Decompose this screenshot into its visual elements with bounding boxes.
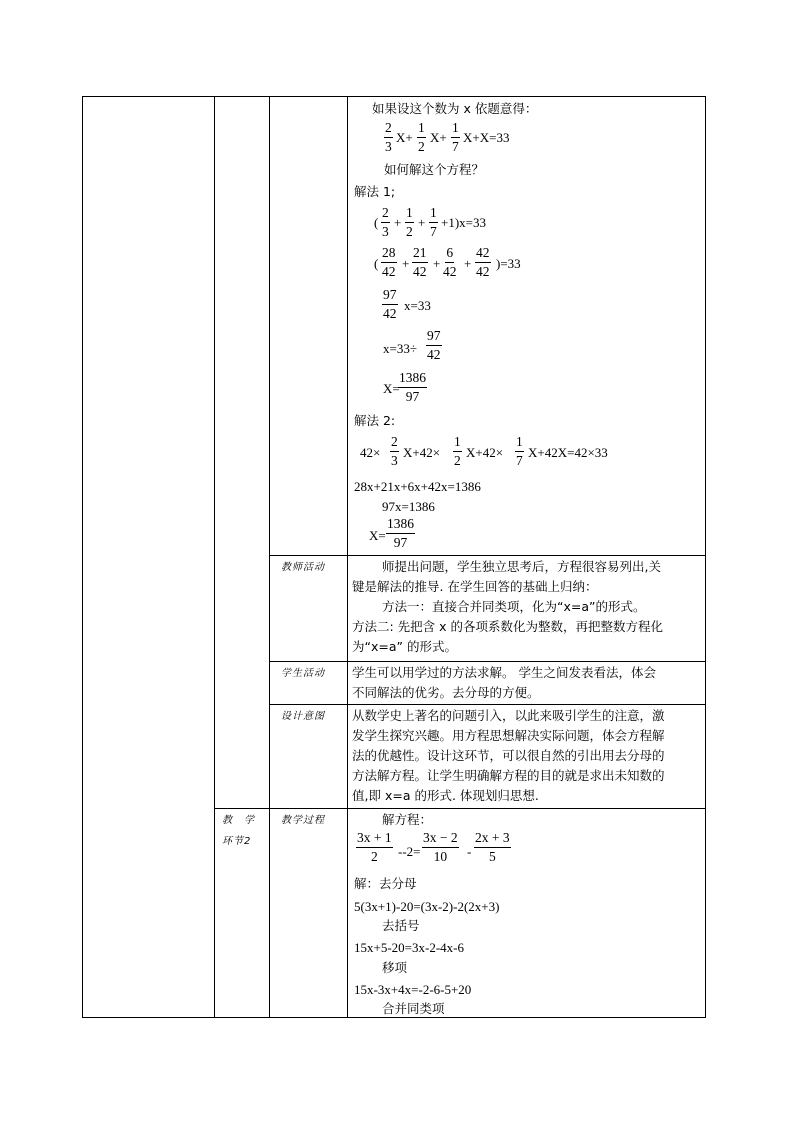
row-divider-1 — [269, 555, 706, 556]
table-top-border — [82, 96, 706, 97]
teacher-activity-text — [352, 557, 702, 657]
m2-l1-frac-2-3: $\frac{2}{3}$ — [391, 434, 398, 468]
m1-l1-frac-1-2: $\frac{1}{2}$ — [406, 205, 413, 239]
equation-plus-2: X+ — [430, 130, 447, 145]
m2-l1-mid1: X+42× — [403, 445, 441, 460]
m1-l2-frac-6-42: $\frac{6}{42}$ — [443, 245, 457, 279]
process-sep2: - — [467, 844, 472, 859]
method1-title: 解法 1; — [354, 184, 396, 199]
m1-l1-frac-1-7: $\frac{1}{7}$ — [430, 205, 437, 239]
table-bottom-border — [82, 1017, 706, 1018]
m2-l1-frac-1-7: $\frac{1}{7}$ — [516, 434, 523, 468]
label-segment2-line2: 环节2 — [222, 836, 252, 847]
m1-l4-head: x=33÷ — [383, 341, 417, 356]
label-teaching-process: 教学过程 — [281, 815, 325, 826]
process-frac-b: $\frac{3x - 2}{10}$ — [423, 830, 458, 864]
m1-l2-paren: ( — [374, 256, 379, 271]
m1-l2-plus1: + — [402, 256, 410, 271]
process-line-5: 15x-3x+4x=-2-6-5+20 — [354, 982, 472, 997]
teacher-line-2: 键是解法的推导. 在学生回答的基础上归纳： — [352, 579, 598, 594]
design-line-1: 从数学史上著名的问题引入，以此来吸引学生的注意，激 — [352, 708, 665, 723]
fraction-1-7: $\frac{1}{7}$ — [452, 120, 459, 154]
m1-l2-tail: )=33 — [496, 256, 521, 271]
fraction-2-3: $\frac{2}{3}$ — [385, 120, 392, 154]
m2-l4-head: X= — [369, 528, 386, 543]
fraction-1-2: $\frac{1}{2}$ — [418, 120, 425, 154]
m2-l1-head: 42× — [360, 445, 381, 460]
m1-l3-frac-97-42: $\frac{97}{42}$ — [383, 287, 397, 321]
label-design-intent: 设计意图 — [281, 711, 325, 722]
teacher-line-3: 方法一：直接合并同类项，化为“x=a”的形式。 — [382, 599, 646, 614]
equation-plus: X+ — [396, 130, 413, 145]
process-line-4: 移项 — [382, 960, 408, 975]
m2-l4-frac-1386-97: $\frac{1386}{97}$ — [387, 516, 414, 550]
m1-l1-tail: +1)x=33 — [441, 215, 486, 230]
label-student-activity: 学生活动 — [281, 668, 325, 679]
design-line-2: 发学生探究兴趣。用方程思想解决实际问题，体会方程解 — [352, 728, 665, 743]
label-segment2-line1: 教 学 — [222, 815, 255, 826]
process-line-3: 15x+5-20=3x-2-4x-6 — [354, 940, 464, 955]
m1-l1-frac-2-3: $\frac{2}{3}$ — [382, 205, 389, 239]
student-activity-text — [352, 663, 702, 703]
problem-question: 如何解这个方程？ — [384, 162, 485, 177]
m1-l1-paren: ( — [374, 215, 379, 230]
m1-l2-plus2: + — [433, 256, 441, 271]
process-title: 解方程： — [382, 812, 433, 827]
process-sep1: --2= — [398, 844, 421, 859]
design-line-3: 法的优越性。设计这环节，可以很自然的引出用去分母的 — [352, 748, 665, 763]
label-teacher-activity: 教师活动 — [281, 562, 325, 573]
problem-intro: 如果设这个数为 x 依题意得： — [372, 101, 538, 116]
m1-l4-frac-97-42: $\frac{97}{42}$ — [427, 328, 441, 362]
student-line-2: 不同解法的优劣。去分母的方便。 — [352, 685, 540, 700]
m1-l3-tail: x=33 — [404, 298, 431, 313]
m2-l3: 97x=1386 — [382, 499, 435, 514]
equation-tail: X+X=33 — [463, 130, 510, 145]
column-divider-3 — [347, 96, 348, 1018]
m2-l2: 28x+21x+6x+42x=1386 — [354, 479, 481, 494]
column-divider-1 — [214, 96, 215, 1018]
row-divider-3 — [269, 704, 706, 705]
m2-l1-tail: X+42X=42×33 — [528, 445, 608, 460]
design-intent-text — [352, 706, 702, 806]
teacher-line-4: 方法二: 先把含 x 的各项系数化为整数，再把整数方程化 — [352, 619, 664, 634]
method2-title: 解法 2: — [354, 413, 396, 428]
table-right-border — [705, 96, 706, 1018]
m2-l1-mid2: X+42× — [466, 445, 504, 460]
m1-l2-frac-21-42: $\frac{21}{42}$ — [413, 245, 427, 279]
design-line-5: 值,即 x=a 的形式. 体现划归思想. — [352, 788, 539, 803]
table-left-border — [82, 96, 83, 1018]
m2-l1-frac-1-2: $\frac{1}{2}$ — [454, 434, 461, 468]
process-frac-a: $\frac{3x + 1}{2}$ — [357, 830, 392, 864]
column-divider-2 — [269, 96, 270, 1018]
design-line-4: 方法解方程。让学生明确解方程的目的就是求出未知数的 — [352, 768, 665, 783]
student-line-1: 学生可以用学过的方法求解。 学生之间发表看法，体会 — [352, 665, 656, 680]
process-line-1: 5(3x+1)-20=(3x-2)-2(2x+3) — [354, 899, 500, 914]
m1-l2-frac-28-42: $\frac{28}{42}$ — [382, 245, 396, 279]
process-frac-c: $\frac{2x + 3}{5}$ — [475, 830, 510, 864]
m1-l2-frac-42-42: $\frac{42}{42}$ — [476, 245, 490, 279]
process-line-2: 去括号 — [382, 918, 420, 933]
m1-l5-head: X= — [383, 381, 400, 396]
teacher-line-5: 为“x=a” 的形式。 — [352, 639, 457, 654]
row-divider-4 — [214, 808, 706, 809]
m1-l2-plus3: + — [464, 256, 472, 271]
row-divider-2 — [269, 661, 706, 662]
teacher-line-1: 师提出问题，学生独立思考后，方程很容易列出,关 — [382, 559, 661, 574]
m1-l1-plus1: + — [394, 215, 402, 230]
process-solution: 解：去分母 — [354, 876, 417, 891]
m1-l5-frac-1386-97: $\frac{1386}{97}$ — [399, 370, 426, 404]
m1-l1-plus2: + — [418, 215, 426, 230]
process-line-6: 合并同类项 — [382, 1001, 445, 1016]
